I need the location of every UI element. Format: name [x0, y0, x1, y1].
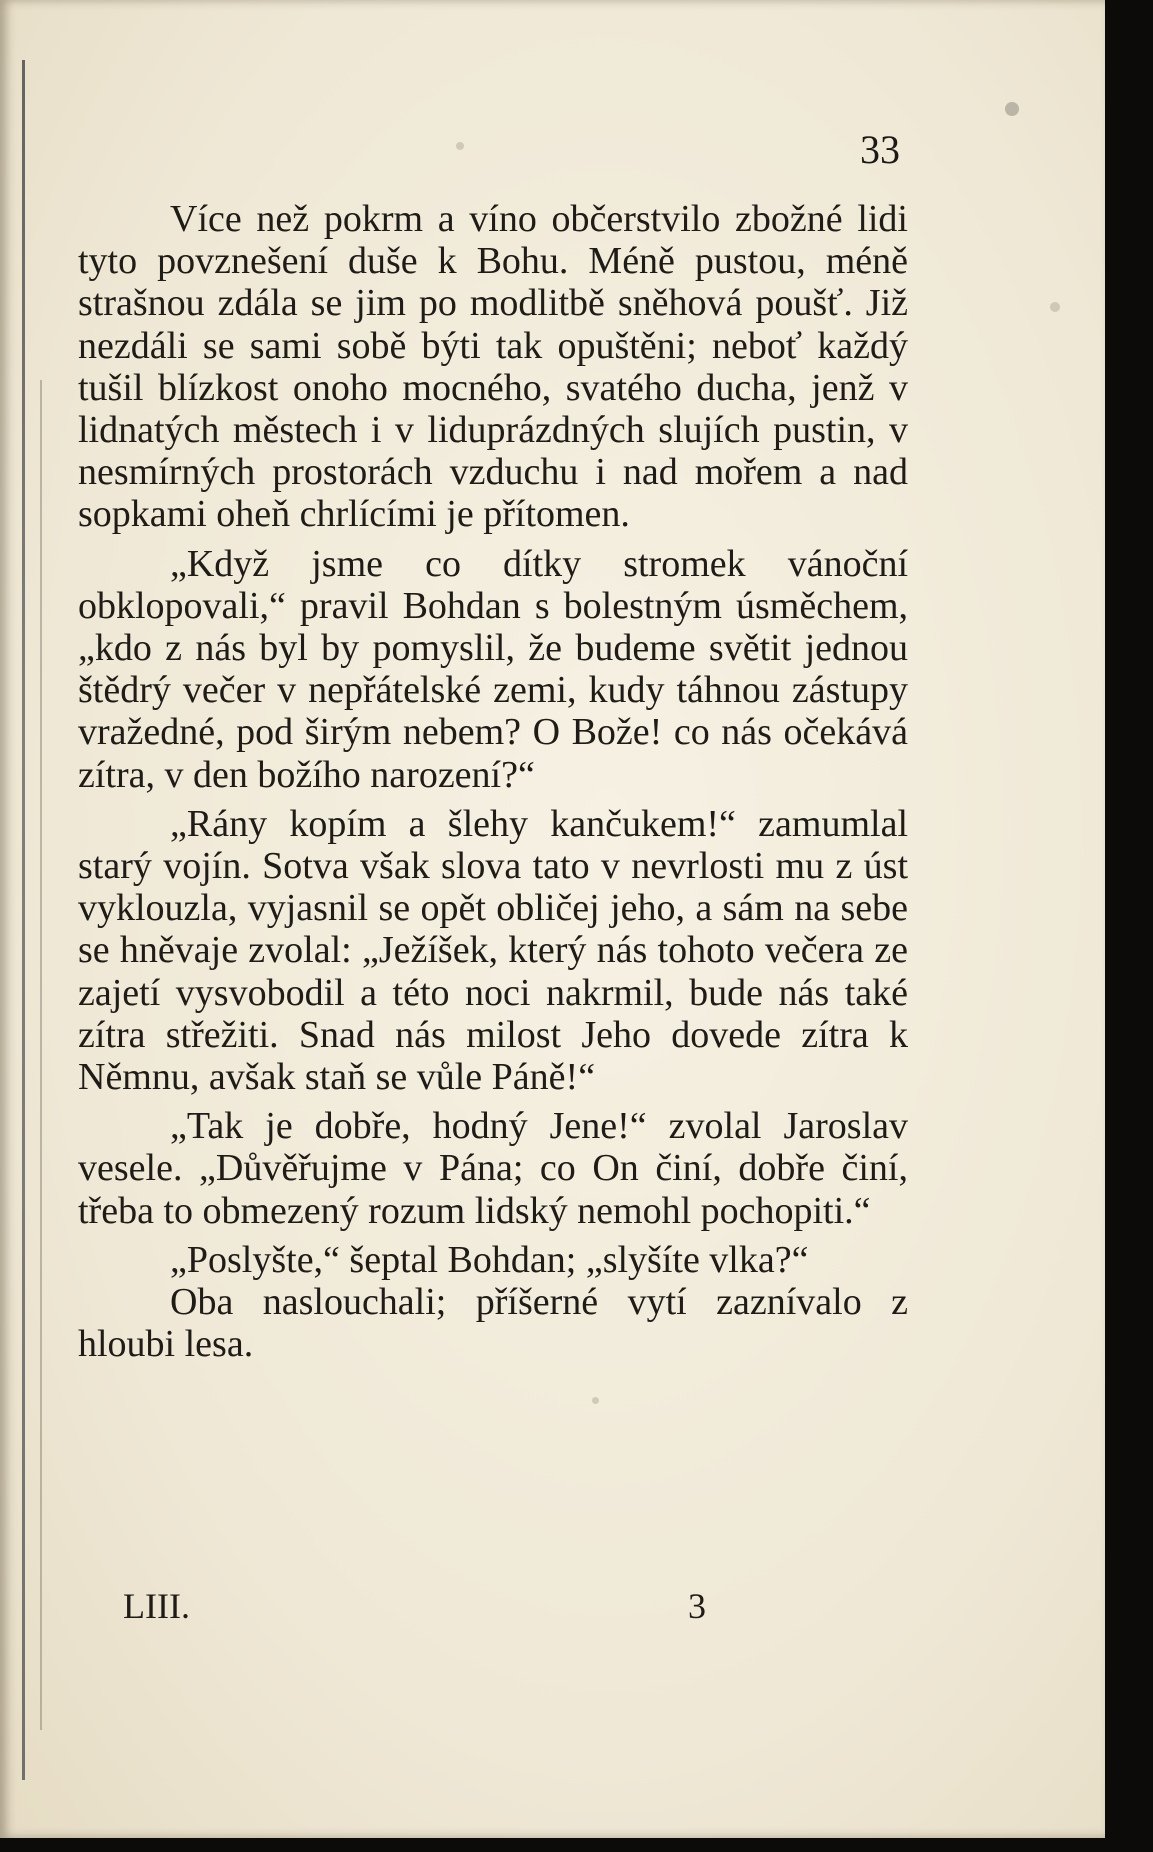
page-speck — [1005, 102, 1019, 116]
paragraph-3: „Rány kopím a šlehy kančukem!“ zamumlal starý vojín. Sotva však slova tato v nevrlosti mu z úst vyklouzla, vyjasnil se opět obličej jeho, a sám na sebe se hněvaje zvolal: „Ježíšek, který nás tohoto večera ze zajetí vysvobodil a této noci nakrmil, bude nás také zítra střežiti. Snad nás milost Jeho dovede zítra k Němnu, avšak staň se vůle Páně!“ — [78, 802, 908, 1099]
paragraph-4: „Tak je dobře, hodný Jene!“ zvolal Jaroslav vesele. „Důvěřujme v Pána; co On činí, dobře činí, třeba to obmezený rozum lidský nemohl pochopiti.“ — [78, 1105, 908, 1232]
scan-border — [0, 1838, 1153, 1852]
paragraph-5: „Poslyšte,“ šeptal Bohdan; „slyšíte vlka?“ — [170, 1238, 809, 1281]
paragraph-6: Oba naslouchali; příšerné vytí zaznívalo z hloubi lesa. — [78, 1281, 908, 1366]
paragraph-2: „Když jsme co dítky stromek vánoční obklopovali,“ pravil Bohdan s bolestným úsměchem, „kdo z nás byl by pomyslil, že budeme světit jednou štědrý večer v nepřátelské zemi, kudy táhnou zástupy vražedné, pod širým nebem? O Bože! co nás očekává zítra, v den božího narození?“ — [78, 542, 908, 796]
sheet-number: 3 — [688, 1586, 706, 1626]
binding-edge — [22, 60, 25, 1780]
page-speck — [1050, 302, 1060, 312]
page-speck — [456, 142, 464, 150]
paragraph-1: Více než pokrm a víno občerstvilo zbožné lidi tyto povznešení duše k Bohu. Méně pustou, méně strašnou zdála se jim po modlitbě sněhová poušť. Již nezdáli se sami sobě býti tak opuštěni; neboť každý tušil blízkost onoho mocného, svatého ducha, jenž v lidnatých městech i v liduprázdných slujích pustin, v nesmírných prostorách vzduchu i nad mořem a nad sopkami oheň chrlícími je přítomen. — [78, 198, 908, 536]
body-text — [78, 198, 908, 1365]
signature-mark: LIII. — [123, 1586, 190, 1626]
binding-shadow — [40, 380, 42, 1730]
page-speck — [592, 1397, 599, 1404]
page-number: 33 — [860, 127, 900, 172]
